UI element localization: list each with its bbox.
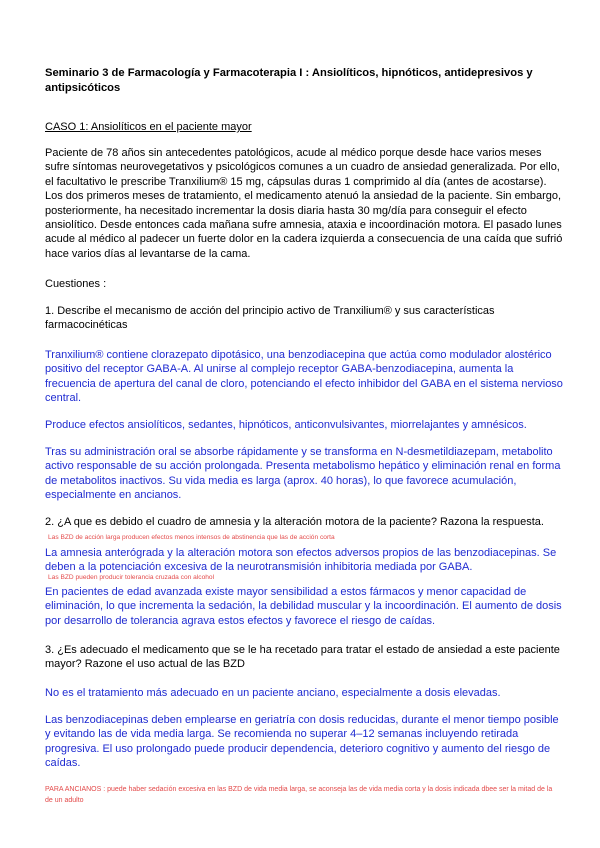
answer-1-pharmacokinetics: Tras su administración oral se absorbe rápidamente y se transforma en N-desmetildiazepam, metabolito activo responsable de su acción prolongada. Presenta metabolismo hepático y eliminación renal en forma de metabolitos inactivos. Su vida media es larga (aprox. 40 horas), lo que favorece acumulación, especialmente en ancianos. xyxy=(45,446,561,502)
case-title: CASO 1: Ansiolíticos en el paciente mayor xyxy=(45,121,252,133)
annotation-note-elderly: PARA ANCIANOS : puede haber sedación excesiva en las BZD de vida media larga, se aconseja las de vida media corta y la dosis indicada dbee ser la mitad de la de un adulto xyxy=(45,786,553,804)
question-1: 1. Describe el mecanismo de acción del principio activo de Tranxilium® y sus características farmacocinéticas xyxy=(45,305,495,332)
answer-2-elderly: En pacientes de edad avanzada existe mayor sensibilidad a estos fármacos y menor capacidad de eliminación, lo que incrementa la sedación, la debilidad muscular y la incoordinación. El aumento de dosis por desarrollo de tolerancia agrava estos efectos y favorece el riesgo de caídas. xyxy=(45,586,562,627)
answer-3-summary: No es el tratamiento más adecuado en un paciente anciano, especialmente a dosis elevadas. xyxy=(45,687,501,699)
annotation-note-2: Las BZD pueden producir tolerancia cruzada con alcohol xyxy=(48,574,215,581)
answer-3-detail: Las benzodiacepinas deben emplearse en geriatría con dosis reducidas, durante el menor tiempo posible y evitando las de vida media larga. Se recomienda no superar 4–12 semanas incluyendo retirada progresiva. El uso prolongado puede producir dependencia, deterioro cognitivo y aumento del riesgo de caídas. xyxy=(45,714,559,770)
answer-1-effects: Produce efectos ansiolíticos, sedantes, hipnóticos, anticonvulsivantes, miorrelajantes y amnésicos. xyxy=(45,419,527,431)
case-description: Paciente de 78 años sin antecedentes patológicos, acude al médico porque desde hace varios meses sufre síntomas neurovegetativos y psicológicos comunes a un cuadro de ansiedad generalizada. Por ello, el facultativo le prescribe Tranxilium® 15 mg, cápsulas duras 1 comprimido al día (antes de acostarse). Los dos primeros meses de tratamiento, el medicamento atenuó la ansiedad de la paciente. Sin embargo, posteriormente, ha necesitado incrementar la dosis diaria hasta 30 mg/día para conseguir el efecto ansiolítico. Desde entonces cada mañana sufre amnesia, ataxia e incoordinación motora. El pasado lunes acude al médico al padecer un fuerte dolor en la cadera izquierda a consecuencia de una caída que sufrió hace varios días al levantarse de la cama. xyxy=(45,147,563,260)
answer-2-cause: La amnesia anterógrada y la alteración motora son efectos adversos propios de las benzodiacepinas. Se deben a la potenciación excesiva de la neurotransmisión inhibitoria mediada por GABA. xyxy=(45,547,557,574)
question-2: 2. ¿A que es debido el cuadro de amnesia y la alteración motora de la paciente? Razona la respuesta. xyxy=(45,516,544,528)
annotation-note-1: Las BZD de acción larga producen efectos menos intensos de abstinencia que las de acción corta xyxy=(48,534,335,541)
answer-1-mechanism: Tranxilium® contiene clorazepato dipotásico, una benzodiacepina que actúa como modulador alostérico positivo del receptor GABA-A. Al unirse al complejo receptor GABA-benzodiacepina, aumenta la frecuencia de apertura del canal de cloro, potenciando el efecto inhibidor del GABA en el sistema nervioso central. xyxy=(45,349,563,405)
document-title: Seminario 3 de Farmacología y Farmacoterapia I : Ansiolíticos, hipnóticos, antidepresivos y antipsicóticos xyxy=(45,67,533,94)
question-3: 3. ¿Es adecuado el medicamento que se le ha recetado para tratar el estado de ansiedad a este paciente mayor? Razone el uso actual de las BZD xyxy=(45,644,560,671)
questions-label: Cuestiones : xyxy=(45,278,107,290)
